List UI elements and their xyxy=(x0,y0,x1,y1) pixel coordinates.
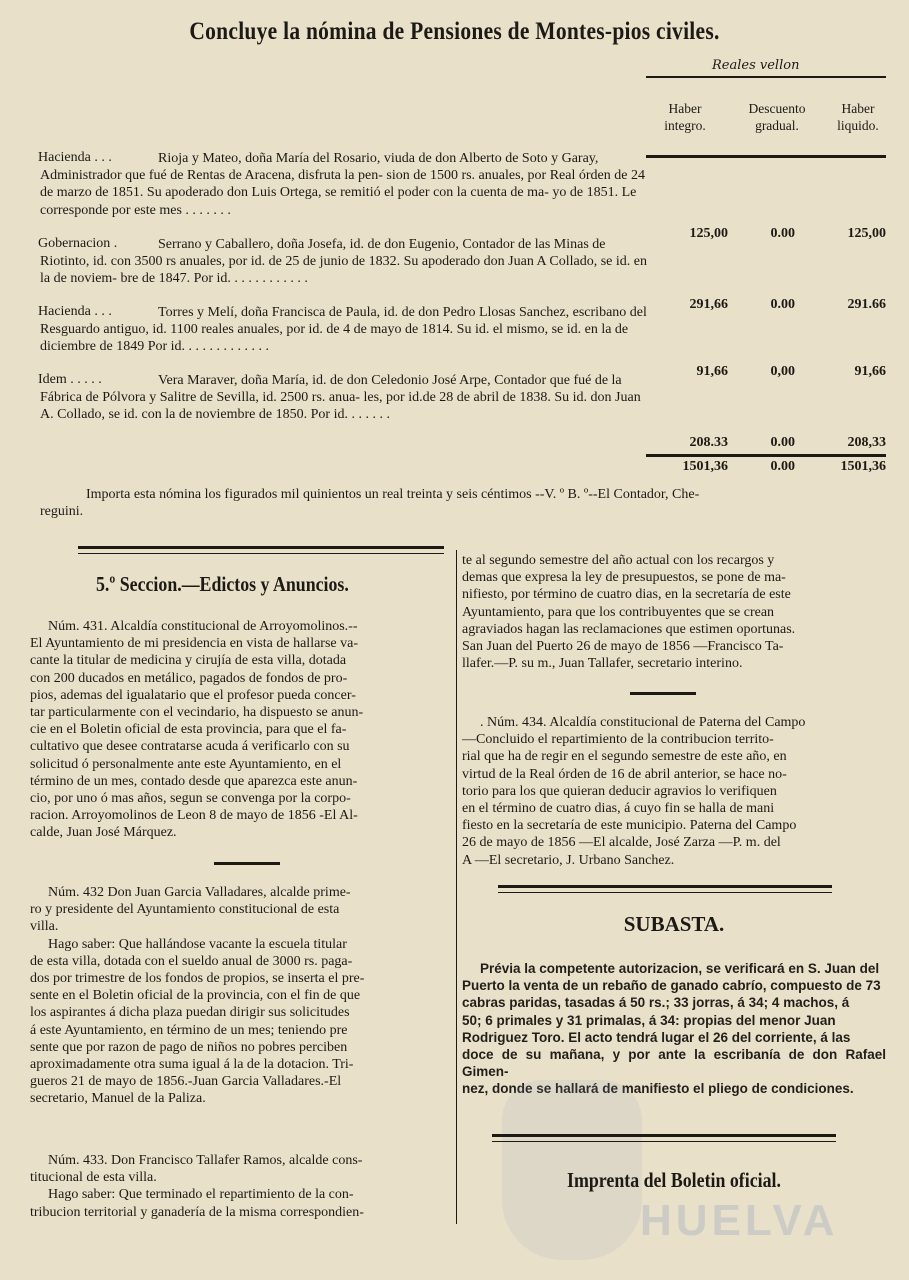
amount-integro: 291,66 xyxy=(689,297,728,312)
anuncio-433: Núm. 433. Don Francisco Tallafer Ramos, alcalde cons- titucional de esta villa. Hago saber: Que terminado el repartimiento de la con- tribucion territorial y ganadería de la misma correspondien- xyxy=(30,1153,364,1220)
reales-vellon-label: Reales vellon xyxy=(712,58,800,73)
column-header-rule xyxy=(646,155,886,158)
pension-entry: Serrano y Caballero, doña Josefa, id. de don Eugenio, Contador de las Minas de Riotinto, id. con 3500 rs anuales, por id. de 25 de junio de 1832. Su apoderado don Juan A Collado, se id. en la de noviem- bre de 1847. Por id. . . . . . . . . . . . xyxy=(40,237,647,287)
section-rule xyxy=(78,546,444,549)
subasta-rule xyxy=(498,885,832,888)
entry-label: Idem . . . . . xyxy=(38,372,102,387)
anuncio-434: . Núm. 434. Alcaldía constitucional de Paterna del Campo —Concluido el repartimiento de la contribucion territo- rial que ha de regir en el segundo semestre de este año, en virtud de la Real órden de 16 de abril anterior, se hace no- torio para los que quieran deducir agravios lo verifiquen en el término de cuatro dias, á cuyo fin se halla de mani fiesto en la secretaría de este municipio. Paterna del Campo 26 de mayo de 1856 —El alcalde, José Zarza —P. m. del A —El secretario, J. Urbano Sanchez. xyxy=(462,715,806,868)
total-integro: 1501,36 xyxy=(682,459,728,474)
amount-integro: 91,66 xyxy=(696,364,728,379)
imprenta-rule xyxy=(492,1134,836,1137)
header-rule xyxy=(646,76,886,78)
amount-liquido: 291.66 xyxy=(847,297,886,312)
section-title: 5.º Seccion.—Edictos y Anuncios. xyxy=(96,572,349,596)
amount-descuento: 0.00 xyxy=(770,297,795,312)
separator-rule xyxy=(630,692,696,695)
entry-label: Gobernacion . xyxy=(38,236,118,251)
entry-label: Hacienda . . . xyxy=(38,150,112,165)
amount-liquido: 91,66 xyxy=(854,364,886,379)
amount-integro: 208.33 xyxy=(689,435,728,450)
col-header-integro: Haber integro. xyxy=(664,101,706,133)
amount-liquido: 125,00 xyxy=(847,226,886,241)
col-header-descuento: Descuento gradual. xyxy=(748,101,806,133)
amount-descuento: 0.00 xyxy=(770,226,795,241)
amount-descuento: 0,00 xyxy=(770,364,795,379)
anuncio-433-continued: te al segundo semestre del año actual con los recargos y demas que expresa la ley de presupuestos, se pone de ma- nifiesto, por término de cuatro dias, en la secretaría de este Ayuntamiento, para que los contribuyentes que se crean agraviados hagan las reclamaciones que estimen oportunas. San Juan del Puerto 26 de mayo de 1856 —Francisco Ta- llafer.—P. su m., Juan Tallafer, secretario interino. xyxy=(462,553,796,672)
imprenta-rule-thin xyxy=(492,1141,836,1142)
pension-entry: Vera Maraver, doña María, id. de don Celedonio José Arpe, Contador que fué de la Fábrica de Pólvora y Salitre de Sevilla, id. 2500 rs. anua- les, por id.de 28 de abril de 1838. Su id. don Juan A. Collado, se id. con la de noviembre de 1850. Por id. . . . . . . xyxy=(40,373,641,423)
total-descuento: 0.00 xyxy=(770,459,795,474)
section-rule-thin xyxy=(78,553,444,554)
column-divider xyxy=(456,550,457,1224)
total-liquido: 1501,36 xyxy=(840,459,886,474)
amount-integro: 125,00 xyxy=(689,226,728,241)
pension-entry: Rioja y Mateo, doña María del Rosario, viuda de don Alberto de Soto y Garay, Administrador que fué de Rentas de Aracena, disfruta la pen- sion de 1500 rs. anuales, por Real órden de 24 de marzo de 1851. Su apoderado don Luis Ortega, se remitió el poder con la cuenta de ma- yo de 1851. Le corresponde por este mes . . . . . . . xyxy=(40,151,645,218)
col-header-liquido: Haber liquido. xyxy=(837,101,879,133)
page-title: Concluye la nómina de Pensiones de Montes-pios civiles. xyxy=(189,18,720,45)
pension-entry: Torres y Melí, doña Francisca de Paula, id. de don Pedro Llosas Sanchez, escribano del Resguardo antiguo, id. 1100 reales anuales, por id. de 4 de mayo de 1814. Su id. el mismo, se id. en la de diciembre de 1849 Por id. . . . . . . . . . . . . xyxy=(40,305,647,355)
imprenta-title: Imprenta del Boletin oficial. xyxy=(567,1168,781,1192)
amount-descuento: 0.00 xyxy=(770,435,795,450)
importa-line: Importa esta nómina los figurados mil quinientos un real treinta y seis céntimos --V. º B. º--El Contador, Che- reguini. xyxy=(40,487,700,520)
entry-label: Hacienda . . . xyxy=(38,304,112,319)
totals-rule xyxy=(646,454,886,457)
anuncio-431: Núm. 431. Alcaldía constitucional de Arroyomolinos.-- El Ayuntamiento de mi presidencia en vista de hallarse va- cante la titular de medicina y cirujía de esta villa, dotada con 200 ducados en metálico, pagados de fondos de pro- pios, ademas del igualatario que el profesor pueda concer- tar particularmente con el vecindario, ha dispuesto se anun- cie en el Boletin oficial de esta provincia, para que el fa- cultativo que desee contratarse acuda á verificarlo con su solicitud ó personalmente ante este Ayuntamiento, en el término de un mes, contado desde que aparezca este anun- cio, por uno ó mas años, segun se convenga por la corpo- racion. Arroyomolinos de Leon 8 de mayo de 1856 -El Al- calde, Juan José Márquez. xyxy=(30,619,364,841)
subasta-rule-thin xyxy=(498,892,832,893)
amount-liquido: 208,33 xyxy=(847,435,886,450)
watermark-text: HUELVA xyxy=(640,1196,839,1245)
anuncio-432: Núm. 432 Don Juan Garcia Valladares, alcalde prime- ro y presidente del Ayuntamiento constitucional de esta villa. Hago saber: Que hallándose vacante la escuela titular de esta villa, dotada con el sueldo anual de 3000 rs. paga- dos por trimestre de los fondos de propios, se inserta el pre- sente en el Boletin oficial de la provincia, con el fin de que los aspirantes á dicha plaza puedan dirigir sus solicitudes á este Ayuntamiento, en término de un mes; teniendo pre sente que por razon de pago de niños no pobres perciben aproximadamente otra suma igual á la de la dotacion. Tri- gueros 21 de mayo de 1856.-Juan Garcia Valladares.-El secretario, Manuel de la Paliza. xyxy=(30,885,365,1107)
subasta-body: Prévia la competente autorizacion, se verificará en S. Juan del Puerto la venta de un rebaño de ganado cabrío, compuesto de 73 cabras paridas, tasadas á 50 rs.; 33 jorras, á 34; 4 machos, á 50; 6 primales y 31 primalas, á 34: propias del menor Juan Rodriguez Toro. El acto tendrá lugar el 26 del corriente, á las doce de su mañana, y por ante la escribanía de don Rafael Gimen- nez, donde se hallará de manifiesto el pliego de condiciones. xyxy=(462,961,886,1097)
separator-rule xyxy=(214,862,280,865)
subasta-title: SUBASTA. xyxy=(623,912,725,936)
